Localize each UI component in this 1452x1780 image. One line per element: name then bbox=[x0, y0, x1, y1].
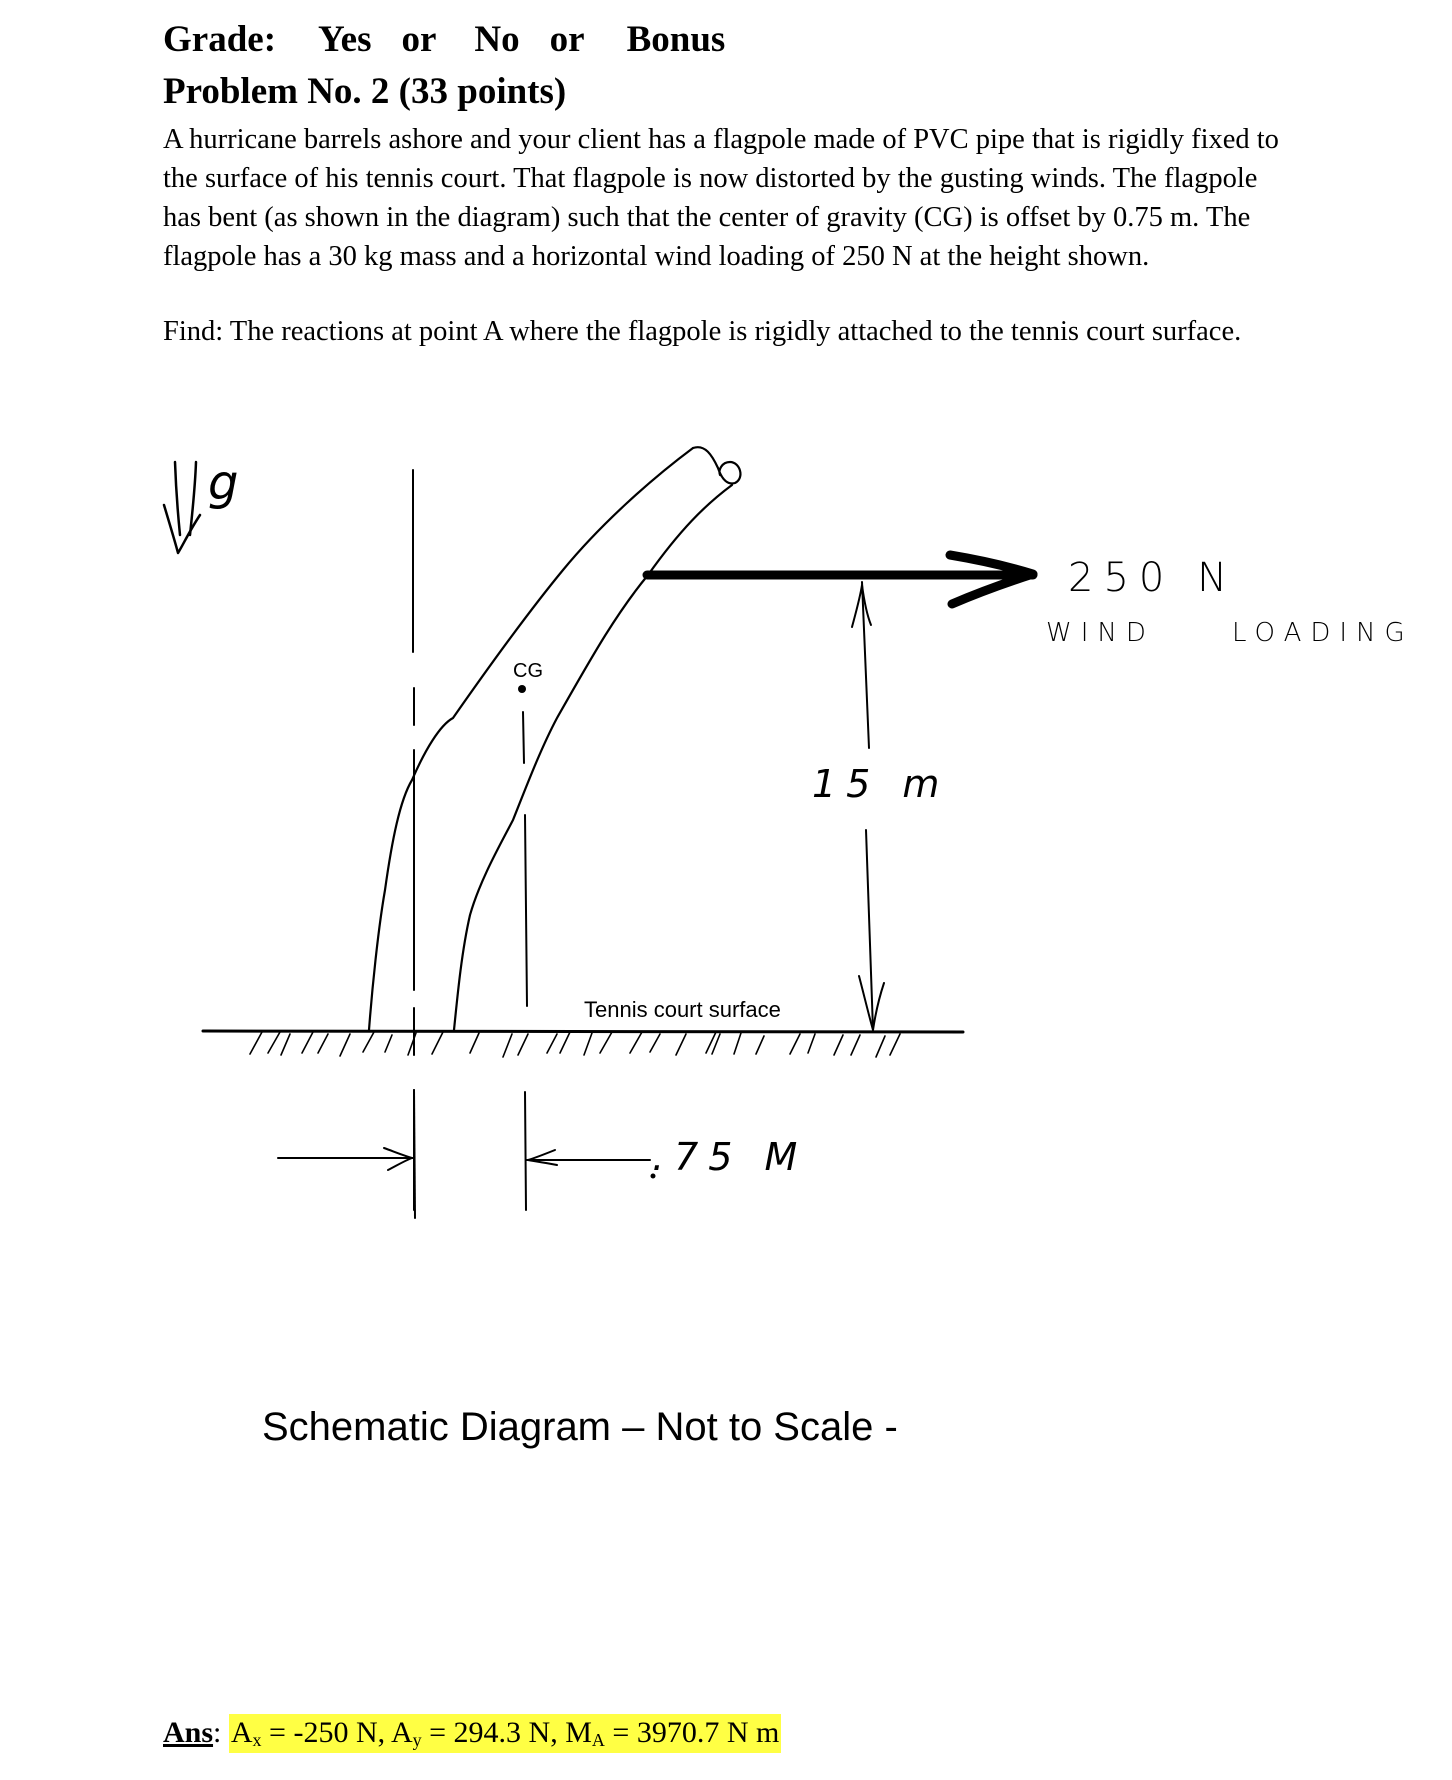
grade-option-yes: Yes bbox=[318, 19, 372, 60]
problem-line-2: the surface of his tennis court. That flagpole is now distorted by the gusting winds. The flagpole bbox=[163, 163, 1258, 194]
ma-subscript: A bbox=[591, 1730, 605, 1750]
ma-value: = 3970.7 N m bbox=[604, 1716, 780, 1749]
grade-or-1: or bbox=[401, 19, 437, 60]
answer-line bbox=[163, 1716, 781, 1751]
height-dimension-line bbox=[852, 582, 884, 1030]
find-statement: Find: The reactions at point A where the flagpole is rigidly attached to the tennis court surface. bbox=[163, 316, 1242, 347]
gravity-arrow-icon bbox=[164, 462, 200, 553]
diagram-caption: Schematic Diagram – Not to Scale - bbox=[262, 1405, 898, 1449]
cg-label: CG bbox=[513, 660, 543, 682]
wind-caption-1: WIND bbox=[1046, 618, 1155, 648]
ax-subscript: x bbox=[252, 1730, 262, 1750]
height-dimension-label: 15 m bbox=[812, 762, 950, 806]
cg-vertical-line bbox=[523, 712, 527, 1006]
problem-line-1: A hurricane barrels ashore and your client has a flagpole made of PVC pipe that is rigidly fixed to bbox=[163, 124, 1279, 155]
ground-hatching bbox=[250, 1032, 900, 1057]
grade-option-no: No bbox=[474, 19, 520, 60]
offset-dimension-label: .75 M bbox=[652, 1135, 808, 1179]
grade-option-bonus: Bonus bbox=[626, 19, 726, 60]
ay-subscript: y bbox=[412, 1730, 422, 1750]
problem-title: Problem No. 2 (33 points) bbox=[163, 71, 567, 112]
problem-line-4: flagpole has a 30 kg mass and a horizontal wind loading of 250 N at the height shown. bbox=[163, 241, 1150, 272]
answer-label: Ans bbox=[163, 1716, 214, 1749]
grade-or-2: or bbox=[549, 19, 585, 60]
ay-symbol: A bbox=[390, 1716, 413, 1749]
ma-symbol: M bbox=[565, 1716, 592, 1749]
wind-force-arrow-icon bbox=[647, 555, 1033, 604]
offset-dimension-lines bbox=[278, 1090, 650, 1218]
wind-caption-2: LOADING bbox=[1232, 618, 1414, 648]
ground-line bbox=[203, 1031, 963, 1032]
ay-value: = 294.3 N, bbox=[421, 1716, 566, 1749]
answer-separator: : bbox=[213, 1716, 222, 1749]
flagpole-shape bbox=[369, 447, 740, 1030]
cg-point-icon bbox=[518, 685, 526, 693]
problem-line-3: has bent (as shown in the diagram) such that the center of gravity (CG) is offset by 0.75 m. The bbox=[163, 202, 1251, 233]
ax-value: = -250 N, bbox=[261, 1716, 391, 1749]
answer-highlight bbox=[229, 1714, 781, 1753]
gravity-label: g bbox=[208, 455, 239, 511]
ax-symbol: A bbox=[230, 1716, 253, 1749]
wind-force-label: 250 N bbox=[1068, 555, 1237, 601]
surface-label: Tennis court surface bbox=[584, 997, 781, 1022]
grade-label: Grade: bbox=[163, 19, 277, 60]
